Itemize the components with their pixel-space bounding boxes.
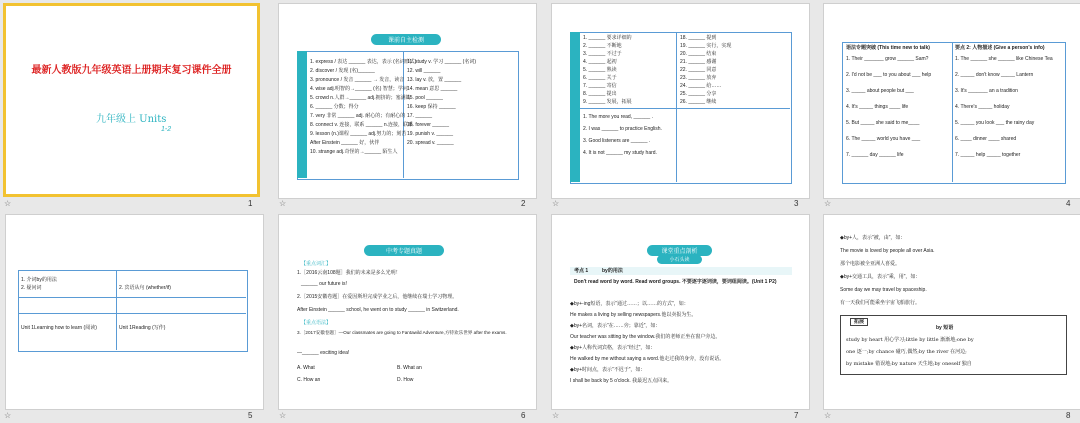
slide-3-right: 23. ______ 放弃	[680, 75, 717, 81]
slide-2-line: 10. strange adj.奇怪的→______ 陌生人	[310, 149, 398, 155]
slide-4-line: 5. But _____ she said to me____	[846, 120, 920, 126]
slide-6-option: B. What an	[397, 365, 422, 371]
star-icon: ☆	[4, 411, 12, 420]
slide-3-left: 1. ______ 要求详细的	[583, 35, 632, 41]
star-icon: ☆	[552, 411, 560, 420]
slide-2-header: 课前自主检测	[371, 34, 441, 45]
slide-7-line: He makes a living by selling newspapers.他以卖报为生。	[570, 312, 697, 318]
slide-3-bottom: 2. I was ______ to practice English.	[583, 126, 662, 132]
slide-3-bottom: 3. Good listeners are ______ .	[583, 138, 651, 144]
slide-3-right: 18. ______ 提到	[680, 35, 717, 41]
slide-8-line: ◆by+人，表示“被，由”，如：	[840, 235, 906, 241]
slide-4-heading-1: 语法专题突破 (This time new to talk)	[846, 45, 930, 51]
slide-thumbnail-3[interactable]	[551, 3, 810, 199]
slide-3-bottom: 1. The more you read, ______ .	[583, 114, 653, 120]
slide-7-line: ◆by+-ing短语，表示“通过……；以……的方式”，如：	[570, 301, 689, 307]
slide-8-line: ◆by+交通工具，表示“乘，用”，如：	[840, 274, 921, 280]
slide-3-right: 19. ______ 实行，实现	[680, 43, 732, 49]
slide-6-q3b: —______ exciting idea!	[297, 350, 350, 356]
slide-2-line: 9. lesson (n.)课程 ______ adj.努力的；刻苦	[310, 131, 407, 137]
slide-6-tag-2: 【重点语法】	[301, 320, 332, 326]
slide-2-line: 6. ______ 分数；得分	[310, 104, 359, 110]
slide-2-line2: 13. lay v. 放，置 ______	[407, 77, 462, 83]
slide-2-line: 1. express / 表达 ______ 表达，表示 (名词形式)	[310, 59, 417, 65]
slide-thumbnail-2[interactable]	[278, 3, 537, 199]
slide-6-tag-1: 【重点词汇】	[301, 261, 332, 267]
slide-5-cell: Unit 1Learning how to learn (阅读)	[21, 325, 97, 331]
slide-7-line: Our teacher was sitting by the window.我们的老师正坐在窗户旁边。	[570, 334, 721, 340]
slide-thumbnail-7[interactable]	[551, 214, 810, 410]
slide-4-heading-2: 要点 2: 人物描述 (Give a person's info)	[955, 45, 1045, 51]
slide-4-line2: 5. _____ you look ___ the rainy day	[955, 120, 1035, 126]
slide-6-option: D. How	[397, 377, 414, 383]
slide-3-right: 20. ______ 结束	[680, 51, 717, 57]
slide-2-line2: 14. mean 意思 ______	[407, 86, 458, 92]
slide-4-line2: 6. ____ dinner ____ shared	[955, 136, 1017, 142]
slide-1-title: 最新人教版九年级英语上册期末复习课件全册	[31, 65, 232, 76]
slide-2-line: After Einstein ______ 好，伙伴	[310, 140, 380, 146]
slide-number: 7	[794, 411, 799, 420]
slide-3-right: 21. ______ 感谢	[680, 59, 717, 65]
slide-3-left: 4. ______ 起初	[583, 59, 617, 65]
slide-2-line2: 12. will ______	[407, 68, 441, 74]
slide-7-example: Don't read word by word. Read word groups. 不要逐字逐词读，要词组阅读。(Unit 1 P2)	[574, 279, 777, 285]
slide-6-option: A. What	[297, 365, 315, 371]
slide-thumbnail-8[interactable]	[823, 214, 1080, 410]
slide-6-q2b: After Einstein ______ school, he went on to study ______ in Switzerland.	[297, 307, 459, 313]
slide-2-line2: 11. study v. 学习 ______ (名词)	[407, 59, 477, 65]
slide-7-topic-title: by的用法	[602, 268, 623, 274]
slide-4-line: 1. Their _______ grow ______ Sam?	[846, 56, 929, 62]
slide-2-line2: 16. keep 保持 ______	[407, 104, 456, 110]
slide-number: 1	[248, 199, 253, 208]
slide-7-line: I shall be back by 5 o'clock. 我最迟五点回来。	[570, 378, 673, 384]
slide-6-option: C. How an	[297, 377, 321, 383]
slide-8-box-line: study by heart 用心学习;little by little 渐渐地;one by	[846, 337, 974, 343]
slide-4-line: 4. It's _____ things ____ life	[846, 104, 909, 110]
slide-8-box-tag: 拓展	[850, 318, 868, 326]
slide-6-q1: 1.［2016云南108题］我们的未来是多么光明！	[297, 270, 401, 276]
slide-2-line2: 19. punish v. ______	[407, 131, 454, 137]
slide-5-cell: 2. 宾语从句 (whether/if)	[119, 285, 171, 291]
slide-4-line2: 7. _____ help _____ together	[955, 152, 1021, 158]
slide-number: 8	[1066, 411, 1071, 420]
slide-number: 6	[521, 411, 526, 420]
slide-6-header: 中考专题真题	[364, 245, 444, 256]
slide-7-line: ◆by+时间点，表示“不迟于”，如：	[570, 367, 646, 373]
slide-7-line: He walked by me without saying a word.他走过我的身旁，没有说话。	[570, 356, 725, 362]
slide-2-line2: 17. ______	[407, 113, 433, 119]
slide-2-line: 3. pronounce / 发音 ______ → 发音，读音	[310, 77, 405, 83]
slide-7-topic-number: 考点 1	[574, 268, 589, 274]
slide-1-subtitle2: 1-2	[161, 126, 172, 133]
slide-4-line2: 1. The ______ she ______ like Chinese Tea	[955, 56, 1053, 62]
star-icon: ☆	[279, 199, 287, 208]
slide-7-line: ◆by+人称代词宾格，表示“经过”，如：	[570, 345, 656, 351]
slide-8-line: The movie is loved by people all over Asia.	[840, 248, 935, 254]
slide-number: 4	[1066, 199, 1071, 208]
slide-4-line: 7. ______ day ______ life	[846, 152, 904, 158]
slide-3-bottom: 4. It is not ______ my study hard.	[583, 150, 657, 156]
slide-2-line: 4. wise adj.明智的→______ (名) 智慧；学问	[310, 86, 408, 92]
slide-8-box-line: by mistake 错误地;by nature 天生地;by oneself 独自	[846, 361, 972, 367]
slide-4-line: 3. _____ about people but ___	[846, 88, 914, 94]
slide-2-line: 5. crowd n.人群→______ adj.拥挤的；塞满的	[310, 95, 411, 101]
slide-6-q1b: ______ our future is!	[301, 281, 347, 287]
slide-2-line2: 18. forever ______	[407, 122, 449, 128]
slide-3-right: 24. ______ 给……	[680, 83, 722, 89]
slide-4-table	[842, 42, 1066, 184]
star-icon: ☆	[552, 199, 560, 208]
star-icon: ☆	[824, 199, 832, 208]
star-icon: ☆	[824, 411, 832, 420]
slide-8-line: 那个电影被全亚洲人喜爱。	[840, 261, 901, 267]
slide-7-line: ◆by+名词，表示“在……旁；靠近”，如：	[570, 323, 661, 329]
slide-2-line: 2. discover / 发现 (名)______	[310, 68, 375, 74]
star-icon: ☆	[279, 411, 287, 420]
slide-8-line: Some day we may travel by spaceship.	[840, 287, 927, 293]
slide-thumbnail-6[interactable]	[278, 214, 537, 410]
slide-5-cell: 2. 疑问词	[21, 285, 42, 291]
slide-thumbnail-1[interactable]	[3, 3, 260, 197]
slide-3-left: 7. ______ 寄信	[583, 83, 617, 89]
slide-2-line: 7. very 非常 ______ adj. 耐心的；有耐心的	[310, 113, 406, 119]
slide-2-line2: 15. pool ______	[407, 95, 443, 101]
slide-2-side-label	[297, 51, 307, 178]
slide-4-line: 2. I'd not be ___ to you about ___ help	[846, 72, 932, 78]
slide-3-left: 5. ______ 熟读	[583, 67, 617, 73]
slide-6-q2: 2.［2015安徽卷题］在爱因斯坦完成学业之后，他继续在瑞士学习物理。	[297, 294, 458, 300]
slide-3-left: 2. ______ 不断地	[583, 43, 622, 49]
slide-3-right: 22. ______ 同意	[680, 67, 717, 73]
slide-4-line: 6. The _____ world you have ___	[846, 136, 921, 142]
slide-3-side-label	[570, 32, 580, 182]
star-icon: ☆	[4, 199, 12, 208]
slide-thumbnail-5[interactable]	[5, 214, 264, 410]
slide-3-right: 26. ______ 继续	[680, 99, 717, 105]
slide-5-cell: Unit 1Reading (写作)	[119, 325, 166, 331]
slide-3-left: 3. ______ 不过于	[583, 51, 622, 57]
slide-number: 3	[794, 199, 799, 208]
slide-2-line: 8. connect v. 连接，联系 ______ n.连接，联系	[310, 122, 414, 128]
slide-6-q3: 3.［2017安徽卷题］—Our classmates are going to Fantawild Adventure,方特欢乐世界 after the exams.	[297, 330, 507, 335]
slide-number: 2	[521, 199, 526, 208]
slide-3-left: 8. ______ 提出	[583, 91, 617, 97]
slide-3-right: 25. ______ 分享	[680, 91, 717, 97]
slide-4-line2: 4. There's _____ holiday	[955, 104, 1010, 110]
slide-3-left: 9. ______ 发展，拓展	[583, 99, 632, 105]
slide-thumbnail-4[interactable]	[823, 3, 1080, 199]
slide-number: 5	[248, 411, 253, 420]
slide-8-line: 有一天我们可能乘坐宇宙飞船旅行。	[840, 300, 921, 306]
slide-4-line2: 2. _____ don't know _____ Lantern	[955, 72, 1034, 78]
slide-7-subheader: 小石头读	[657, 255, 702, 264]
slide-7-header: 课堂重点剖析	[647, 245, 712, 256]
slide-1-subtitle: 九年级上 Units	[96, 114, 167, 125]
slide-8-box-line: one 逐一;by chance 碰巧,偶然;by the river 在河边;	[846, 349, 967, 355]
slide-5-cell: 1. 介词by的用法	[21, 277, 57, 283]
slide-8-box-title: by 短语	[936, 325, 954, 331]
slide-3-left: 6. ______ 关于	[583, 75, 617, 81]
slide-4-line2: 3. It's _______ an a tradition	[955, 88, 1018, 94]
slide-2-line2: 20. spread v. ______	[407, 140, 454, 146]
